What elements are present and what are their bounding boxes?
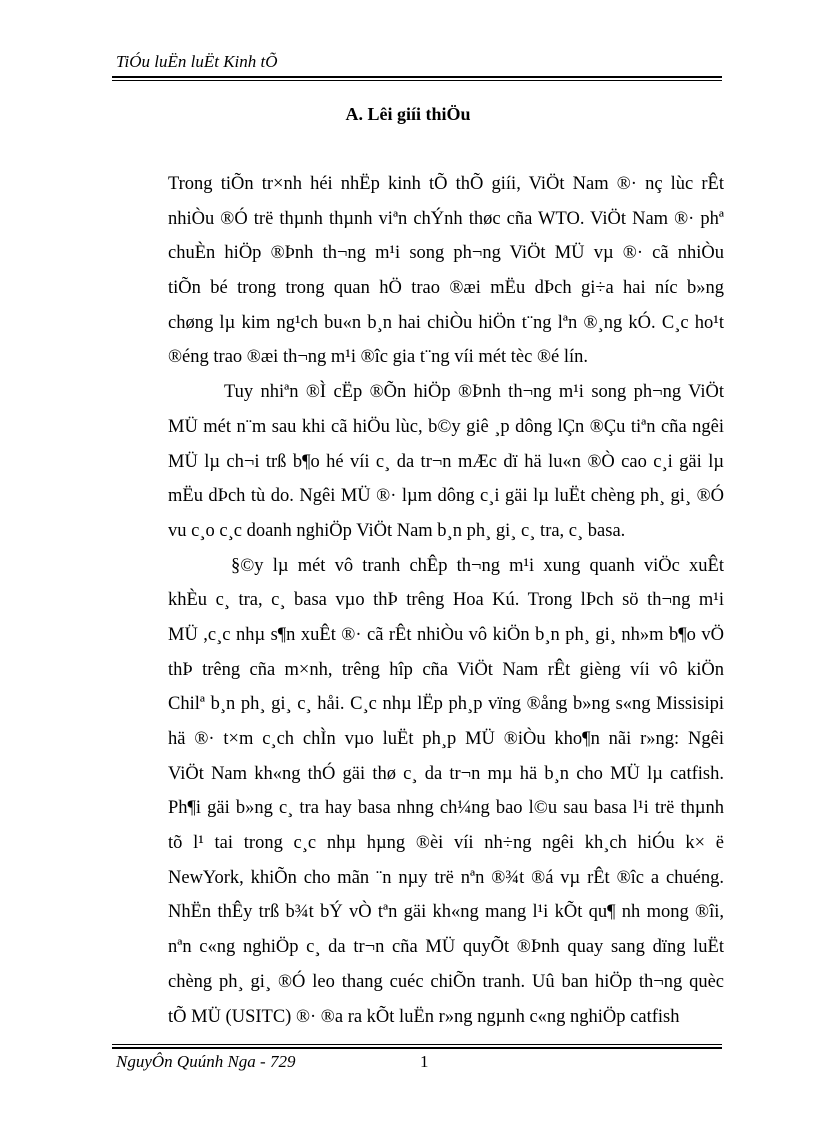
header-rule-thin: [112, 80, 722, 81]
section-title: A. Lêi giíi thiÖu: [345, 104, 471, 124]
text-line: ViÖt Nam kh«ng thÓ gäi thø c¸ da tr¬n mµ hä b¸n cho MÜ lµ catfish.: [168, 763, 724, 784]
text-line: tiÕn bé trong trong quan hÖ trao ®æi mËu dÞch gi÷a hai níc b»ng: [168, 278, 724, 299]
text-line: khÈu c¸ tra, c¸ basa vµo thÞ trêng Hoa Kú. Trong lÞch sö th¬ng m¹i: [168, 590, 724, 611]
text-line: hä ®· t×m c¸ch chÌn vµo luËt ph¸p MÜ ®iÒu kho¶n nãi r»ng: Ngêi: [168, 729, 724, 749]
footer-author: NguyÔn Quúnh Nga - 729: [116, 1052, 296, 1071]
text-line: MÜ ,c¸c nhµ s¶n xuÊt ®· cã rÊt nhiÒu vô kiÖn b¸n ph¸ gi¸ nh»m b¶o vÖ: [168, 624, 724, 645]
body-text: [168, 170, 724, 1037]
text-line: Chilª b¸n ph¸ gi¸ c¸ håi. C¸c nhµ lËp ph¸p vïng ®ång b»ng s«ng Missisipi: [168, 694, 724, 715]
text-line: tõ l¹ tai trong c¸c nhµ hµng ®èi víi nh÷ng ngêi kh¸ch hiÓu k× ë: [168, 833, 724, 854]
text-line: Trong tiÕn tr×nh héi nhËp kinh tÕ thÕ giíi, ViÖt Nam ®· nç lùc rÊt: [168, 174, 724, 194]
header-rule-thick: [112, 76, 722, 78]
text-line: thÞ trêng cña m×nh, trêng hîp cña ViÖt Nam rÊt gièng víi vô kiÖn: [168, 659, 724, 680]
text-line: Tuy nhiªn ®Ì cËp ®Õn hiÖp ®Þnh th¬ng m¹i song ph¬ng ViÖt: [224, 382, 724, 403]
text-line: MÜ lµ ch¬i trß b¶o hé víi c¸ da tr¬n mÆc dï hä lu«n ®Ò cao c¸i gäi lµ: [168, 451, 724, 472]
header-title: TiÓu luËn luËt Kinh tÕ: [116, 52, 278, 71]
text-line: ®éng trao ®æi th¬ng m¹i ®îc gia t¨ng víi mét tèc ®é lín.: [168, 347, 589, 368]
text-line: §©y lµ mét vô tranh chÊp th¬ng m¹i xung quanh viÖc xuÊt: [231, 555, 724, 576]
text-line: MÜ mét n¨m sau khi cã hiÖu lùc, b©y giê ¸p dông lÇn ®Çu tiªn cña ngêi: [168, 416, 724, 437]
text-line: NhËn thÊy trß b¾t bÝ vÒ tªn gäi kh«ng mang l¹i kÕt qu¶ nh mong ®îi,: [168, 902, 724, 923]
footer-rule-thick: [112, 1047, 722, 1049]
text-line: chuÈn hiÖp ®Þnh th¬ng m¹i song ph¬ng ViÖt MÜ vµ ®· cã nhiÒu: [168, 243, 724, 264]
text-line: chèng ph¸ gi¸ ®Ó leo thang cuéc chiÕn tranh. Uû ban hiÖp th¬ng quèc: [168, 971, 724, 992]
text-line: Ph¶i gäi b»ng c¸ tra hay basa nhng ch¼ng bao l©u sau basa l¹i trë thµnh: [168, 798, 724, 819]
text-line: nhiÒu ®Ó trë thµnh thµnh viªn chÝnh thøc cña WTO. ViÖt Nam ®· phª: [168, 208, 724, 229]
page-number: 1: [420, 1052, 429, 1071]
text-line: vu c¸o c¸c doanh nghiÖp ViÖt Nam b¸n ph¸ gi¸ c¸ tra, c¸ basa.: [168, 520, 626, 541]
text-line: mËu dÞch tù do. Ngêi MÜ ®· lµm dông c¸i gäi lµ luËt chèng ph¸ gi¸ ®Ó: [168, 486, 724, 507]
text-line: chøng lµ kim ng¹ch bu«n b¸n hai chiÒu hiÖn t¨ng lªn ®¸ng kÓ. C¸c ho¹t: [168, 312, 724, 333]
text-line: NewYork, khiÕn cho mãn ¨n nµy trë nªn ®¾t ®á vµ rÊt ®îc a chuéng.: [168, 867, 724, 888]
text-line: nªn c«ng nghiÖp c¸ da tr¬n cña MÜ quyÕt ®Þnh quay sang dïng luËt: [168, 937, 724, 958]
footer-rule-thin: [112, 1044, 722, 1045]
text-line: tÕ MÜ (USITC) ®· ®a ra kÕt luËn r»ng ngµnh c«ng nghiÖp catfish: [168, 1006, 680, 1027]
